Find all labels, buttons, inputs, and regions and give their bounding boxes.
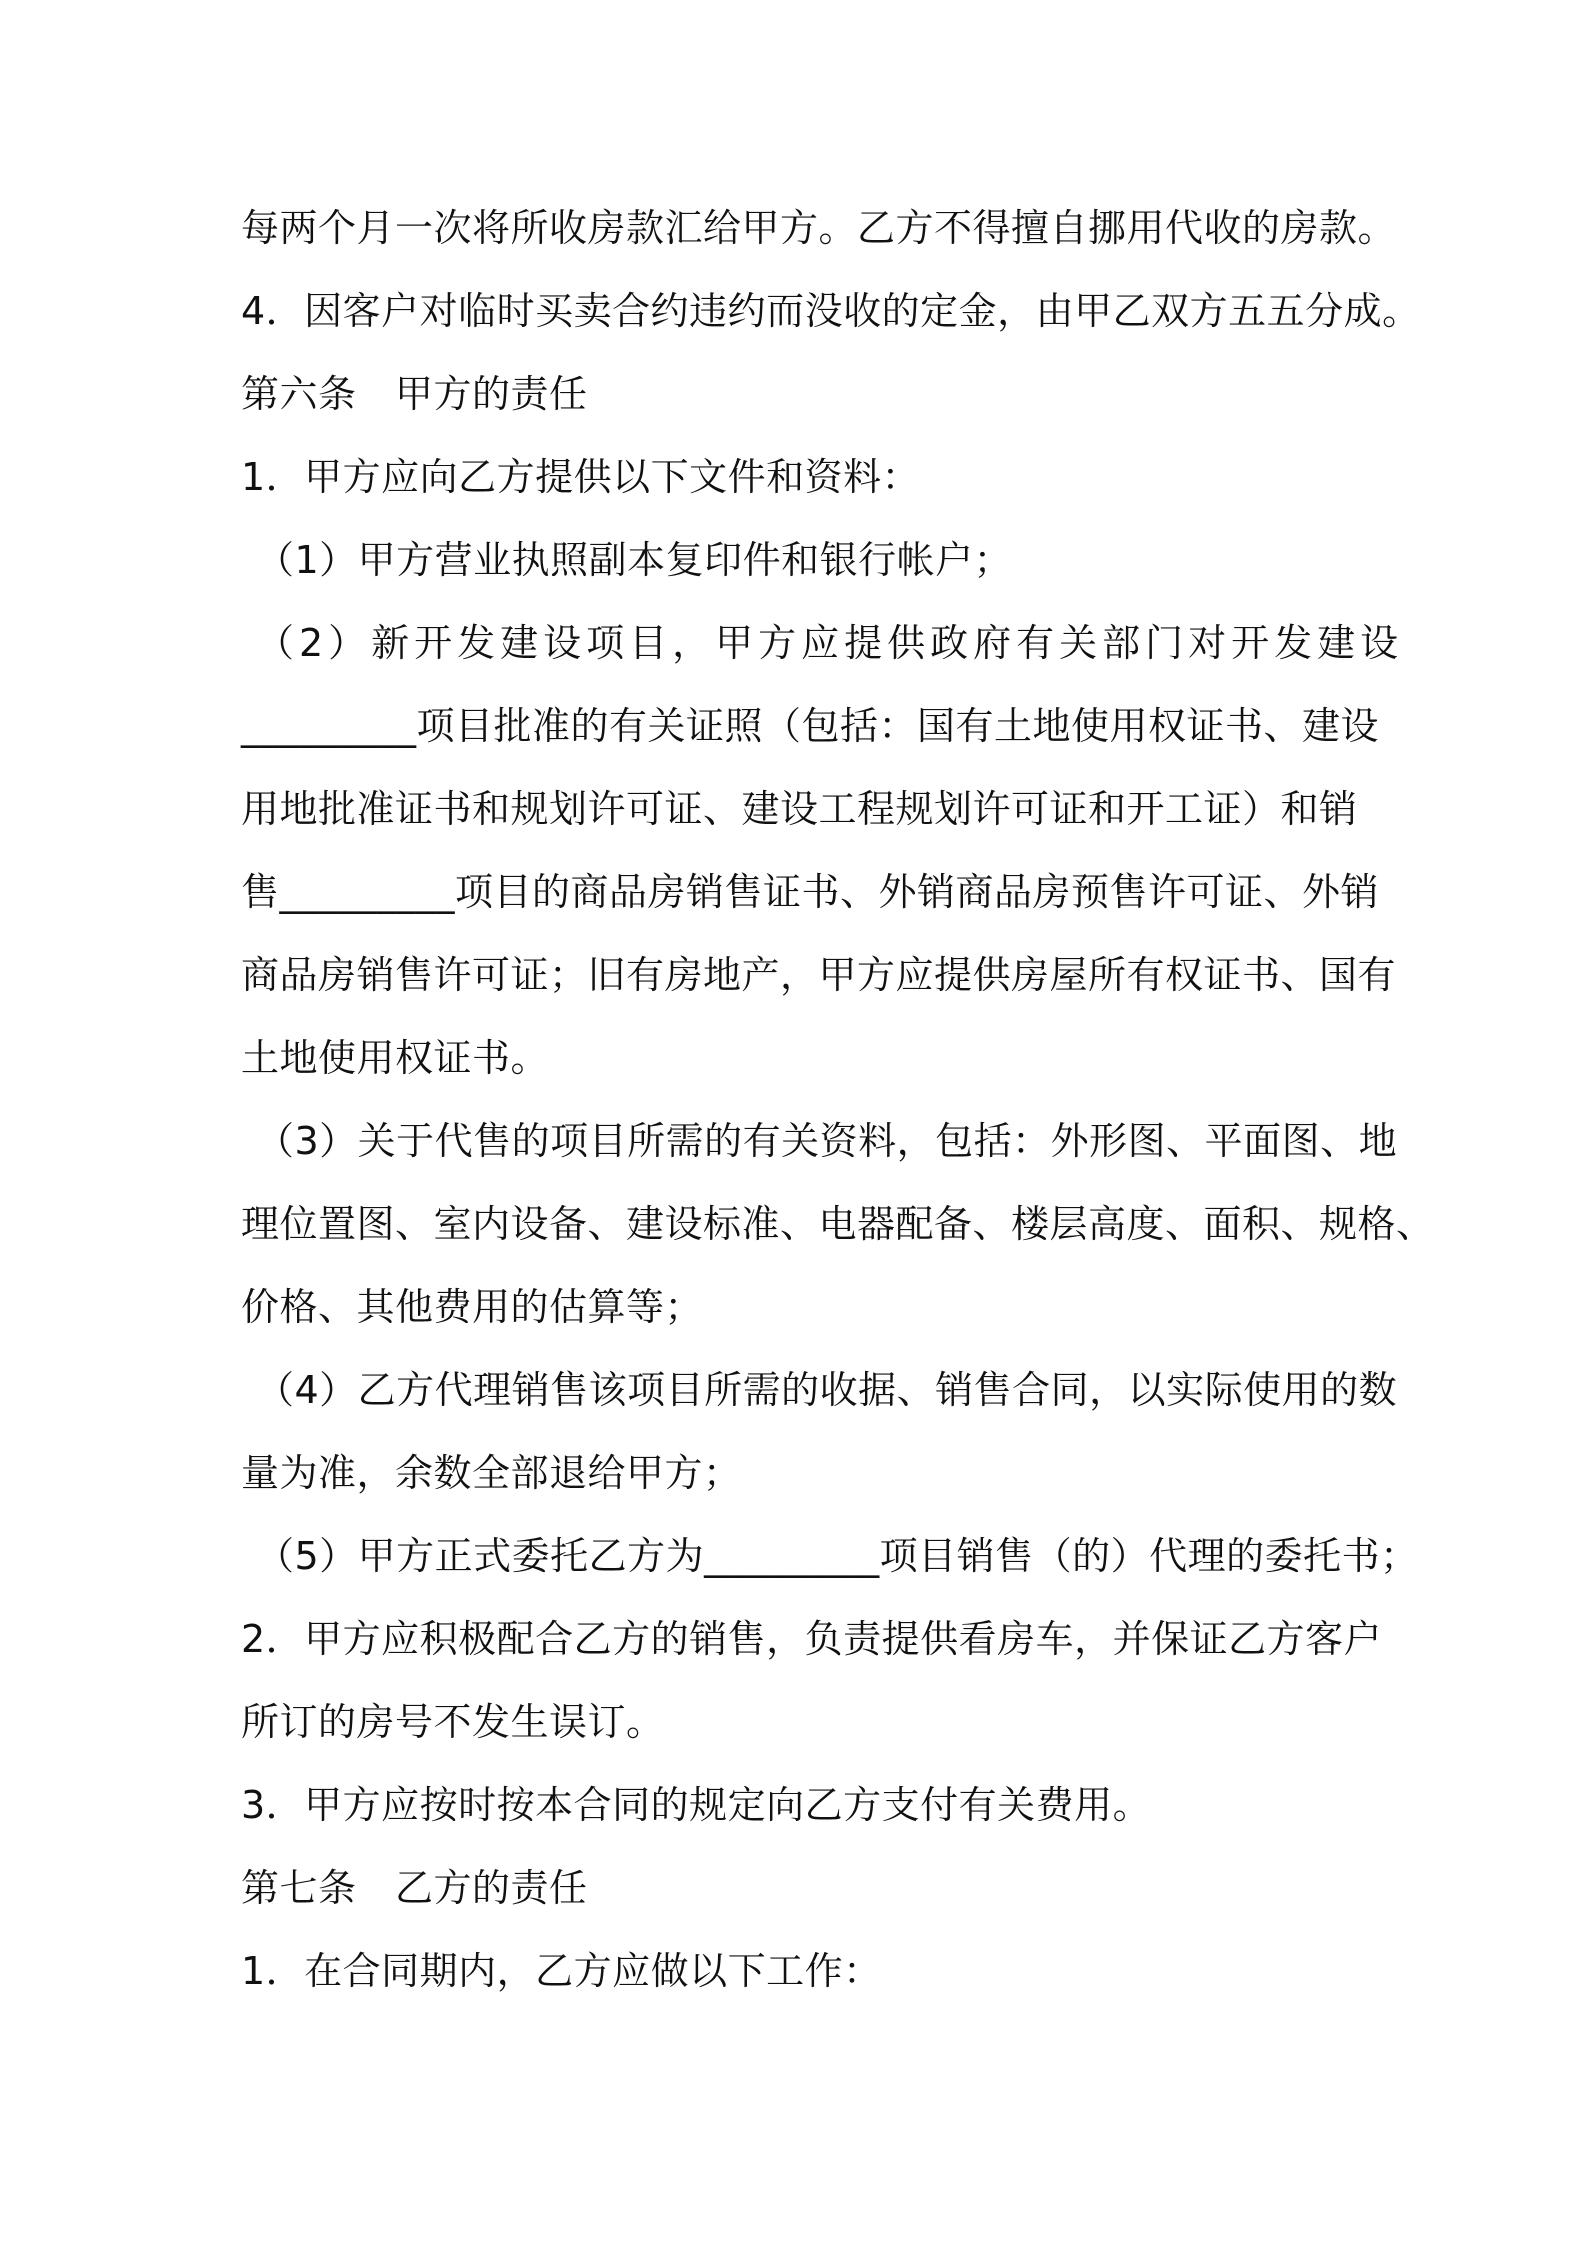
text-line: 土地使用权证书。: [241, 1036, 550, 1080]
text-line: 2．甲方应积极配合乙方的销售，负责提供看房车，并保证乙方客户: [241, 1617, 1383, 1661]
text-line: 所订的房号不发生误订。: [241, 1700, 665, 1744]
text-line: 3．甲方应按时按本合同的规定向乙方支付有关费用。: [241, 1783, 1152, 1827]
section-heading-article-6: 第六条 甲方的责任: [241, 372, 588, 416]
text-line: 理位置图、室内设备、建设标准、电器配备、楼层高度、面积、规格、: [241, 1202, 1435, 1246]
text-line: （2）新开发建设项目，甲方应提供政府有关部门对开发建设: [256, 621, 1404, 665]
text-line: 量为准，余数全部退给甲方；: [241, 1451, 742, 1495]
text-line: （4）乙方代理销售该项目所需的收据、销售合同，以实际使用的数: [256, 1368, 1398, 1412]
text-line: 4．因客户对临时买卖合约违约而没收的定金，由甲乙双方五五分成。: [241, 289, 1421, 333]
section-heading-article-7: 第七条 乙方的责任: [241, 1866, 588, 1910]
text-line: 售_________项目的商品房销售证书、外销商品房预售许可证、外销: [241, 870, 1380, 914]
text-line: （5）甲方正式委托乙方为_________项目销售（的）代理的委托书；: [256, 1534, 1419, 1578]
text-line: 1．甲方应向乙方提供以下文件和资料：: [241, 455, 921, 499]
text-line: 每两个月一次将所收房款汇给甲方。乙方不得擅自挪用代收的房款。: [241, 206, 1397, 250]
text-line: 商品房销售许可证；旧有房地产，甲方应提供房屋所有权证书、国有: [241, 953, 1397, 997]
text-line: 价格、其他费用的估算等；: [241, 1285, 704, 1329]
text-line: （1）甲方营业执照副本复印件和银行帐户；: [256, 538, 1013, 582]
text-line: 1．在合同期内，乙方应做以下工作：: [241, 1949, 882, 1993]
text-line: 用地批准证书和规划许可证、建设工程规划许可证和开工证）和销: [241, 787, 1358, 831]
text-line: _________项目批准的有关证照（包括：国有土地使用权证书、建设: [241, 704, 1380, 748]
text-line: （3）关于代售的项目所需的有关资料，包括：外形图、平面图、地: [256, 1119, 1398, 1163]
